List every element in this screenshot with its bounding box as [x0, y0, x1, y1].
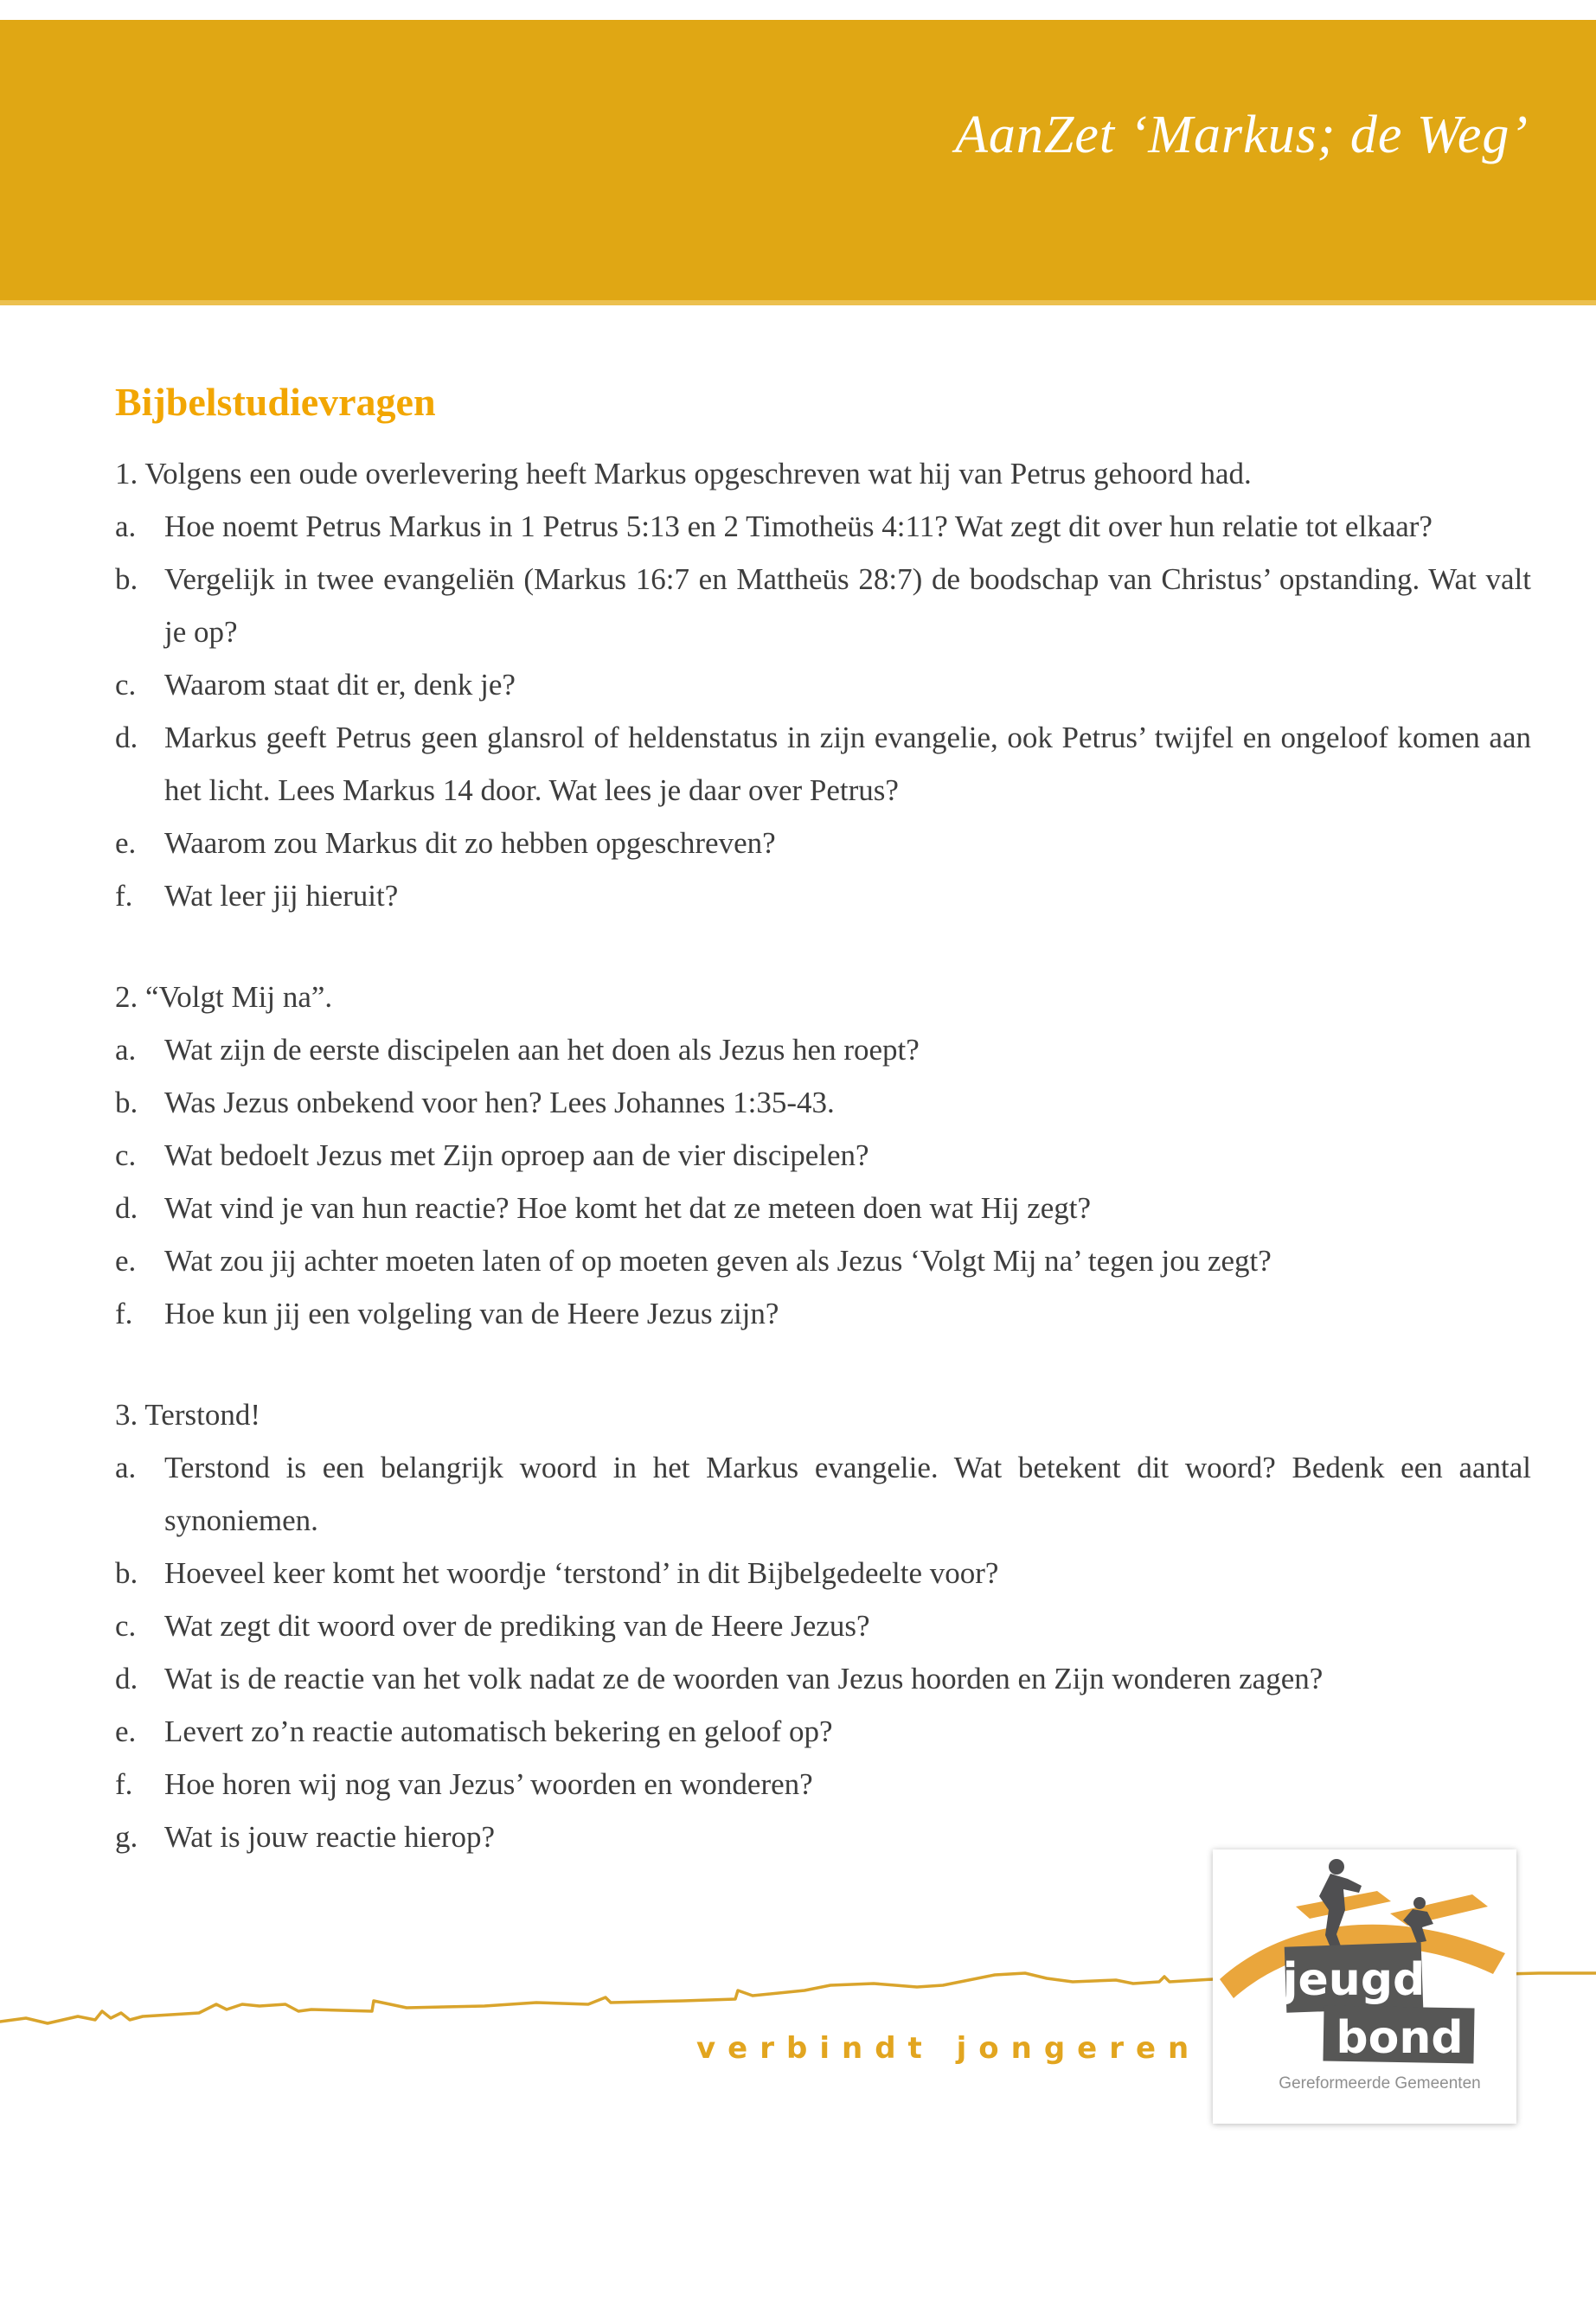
section-1	[115, 447, 1531, 922]
item-text: Wat zijn de eerste discipelen aan het doen als Jezus hen roept?	[164, 1033, 920, 1067]
question-item	[115, 1287, 1531, 1340]
item-text: Wat zou jij achter moeten laten of op moeten geven als Jezus ‘Volgt Mij na’ tegen jou zegt?	[164, 1244, 1272, 1278]
item-text: Vergelijk in twee evangeliën (Markus 16:7 en Mattheüs 28:7) de boodschap van Christus’ opstanding. Wat valt je op?	[164, 562, 1531, 649]
item-label: f.	[115, 879, 133, 913]
question-item	[115, 817, 1531, 869]
item-label: f.	[115, 1767, 133, 1801]
item-label: e.	[115, 1715, 137, 1748]
question-item	[115, 1441, 1531, 1547]
section-title: 1. Volgens een oude overlevering heeft Markus opgeschreven wat hij van Petrus gehoord had.	[115, 457, 1252, 490]
item-text: Hoe noemt Petrus Markus in 1 Petrus 5:13 en 2 Timotheüs 4:11? Wat zegt dit over hun relatie tot elkaar?	[164, 510, 1433, 543]
question-item	[115, 1652, 1531, 1705]
item-text: Wat vind je van hun reactie? Hoe komt het dat ze meteen doen wat Hij zegt?	[164, 1191, 1092, 1225]
question-item	[115, 1705, 1531, 1758]
question-item	[115, 1076, 1531, 1129]
question-item	[115, 1547, 1531, 1599]
item-label: b.	[115, 1556, 138, 1590]
item-label: e.	[115, 826, 137, 860]
question-item	[115, 1129, 1531, 1182]
item-label: a.	[115, 1451, 137, 1484]
item-text: Wat zegt dit woord over de prediking van de Heere Jezus?	[164, 1609, 870, 1643]
question-item	[115, 1023, 1531, 1076]
item-text: Wat is jouw reactie hierop?	[164, 1820, 496, 1854]
sections	[115, 447, 1531, 1863]
jeugdbond-logo-graphic	[1213, 1849, 1516, 2124]
jeugdbond-logo	[1213, 1849, 1516, 2124]
item-label: e.	[115, 1244, 137, 1278]
item-text: Wat is de reactie van het volk nadat ze de woorden van Jezus hoorden en Zijn wonderen zagen?	[164, 1662, 1324, 1695]
item-label: b.	[115, 562, 138, 596]
item-text: Hoe kun jij een volgeling van de Heere Jezus zijn?	[164, 1297, 779, 1330]
item-label: c.	[115, 668, 137, 702]
item-label: b.	[115, 1086, 138, 1119]
section-2	[115, 971, 1531, 1340]
question-item	[115, 658, 1531, 711]
question-item	[115, 1182, 1531, 1234]
logo-word-jeugd: jeugd	[1282, 1954, 1426, 2006]
tagline-text: verbindt jongeren	[696, 2031, 1202, 2066]
item-text: Was Jezus onbekend voor hen? Lees Johannes 1:35-43.	[164, 1086, 835, 1119]
question-item	[115, 1234, 1531, 1287]
section-title: 2. “Volgt Mij na”.	[115, 980, 333, 1014]
item-text: Waarom staat dit er, denk je?	[164, 668, 516, 702]
item-label: f.	[115, 1297, 133, 1330]
question-item	[115, 500, 1531, 553]
item-text: Levert zo’n reactie automatisch bekering en geloof op?	[164, 1715, 833, 1748]
header-banner	[0, 20, 1596, 305]
document-title: AanZet ‘Markus; de Weg’	[955, 106, 1529, 164]
item-text: Waarom zou Markus dit zo hebben opgeschreven?	[164, 826, 776, 860]
question-item	[115, 1758, 1531, 1811]
item-label: c.	[115, 1138, 137, 1172]
section-3	[115, 1388, 1531, 1863]
question-item	[115, 1599, 1531, 1652]
item-label: g.	[115, 1820, 138, 1854]
item-label: c.	[115, 1609, 137, 1643]
section-heading: Bijbelstudievragen	[115, 380, 436, 424]
question-item	[115, 553, 1531, 658]
logo-caption: Gereformeerde Gemeenten	[1279, 2074, 1481, 2093]
item-label: d.	[115, 1662, 138, 1695]
item-text: Wat bedoelt Jezus met Zijn oproep aan de vier discipelen?	[164, 1138, 869, 1172]
question-item	[115, 869, 1531, 922]
question-item	[115, 711, 1531, 817]
content-area	[115, 379, 1531, 1863]
item-text: Markus geeft Petrus geen glansrol of heldenstatus in zijn evangelie, ook Petrus’ twijfel en ongeloof komen aan het licht. Lees Markus 14 door. Wat lees je daar over Petrus?	[164, 721, 1531, 807]
item-label: d.	[115, 721, 138, 754]
item-text: Wat leer jij hieruit?	[164, 879, 399, 913]
item-text: Terstond is een belangrijk woord in het Markus evangelie. Wat betekent dit woord? Bedenk een aantal synoniemen.	[164, 1451, 1531, 1537]
item-text: Hoe horen wij nog van Jezus’ woorden en wonderen?	[164, 1767, 813, 1801]
logo-word-bond: bond	[1336, 2012, 1464, 2064]
section-title: 3. Terstond!	[115, 1398, 260, 1432]
item-label: a.	[115, 1033, 137, 1067]
item-label: d.	[115, 1191, 138, 1225]
top-margin-strip	[0, 0, 1596, 20]
item-text: Hoeveel keer komt het woordje ‘terstond’ in dit Bijbelgedeelte voor?	[164, 1556, 999, 1590]
item-label: a.	[115, 510, 137, 543]
